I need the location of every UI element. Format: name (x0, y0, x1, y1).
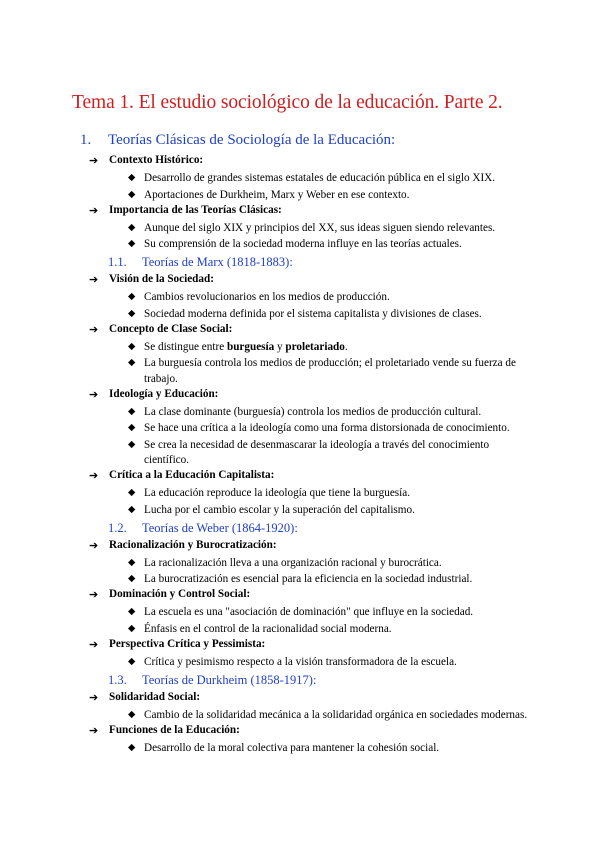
subsection-heading-weber: 1.2. Teorías de Weber (1864-1920): (108, 520, 298, 535)
list-item: ◆ La burocratización es esencial para la eficiencia en la sociedad industrial. (0, 572, 600, 589)
list-item: ◆ La burguesía controla los medios de producción; el proletariado vende su fuerza de trabajo. (128, 357, 516, 385)
arrow-icon: ➔ (89, 274, 99, 286)
list-item: ◆ La clase dominante (burguesía) controla los medios de producción cultural. (0, 404, 600, 421)
diamond-bullet-icon: ◆ (128, 222, 136, 233)
list-item: ◆ Cambios revolucionarios en los medios de producción. (0, 290, 600, 307)
diamond-bullet-icon: ◆ (128, 358, 136, 368)
diamond-bullet-icon: ◆ (128, 173, 136, 183)
document-body (0, 132, 600, 757)
topic-heading: ➔ Crítica a la Educación Capitalista: (89, 469, 275, 482)
diamond-bullet-icon: ◆ (128, 742, 136, 753)
list-item: ◆ Énfasis en el control de la racionalidad social moderna. (0, 621, 600, 638)
arrow-icon: ➔ (89, 539, 99, 552)
diamond-bullet-icon: ◆ (128, 656, 136, 667)
diamond-bullet-icon: ◆ (128, 607, 136, 617)
topic-heading: ➔ Concepto de Clase Social: (89, 322, 233, 336)
list-item: ◆ Sociedad moderna definida por el sistema capitalista y divisiones de clases. (0, 306, 600, 323)
list-item: ◆ La racionalización lleva a una organización racional y burocrática. (0, 555, 600, 572)
topic-heading: ➔ Dominación y Control Social: (89, 588, 251, 601)
topic-heading: ➔ Contexto Histórico: (89, 154, 204, 167)
diamond-bullet-icon: ◆ (128, 423, 136, 433)
diamond-bullet-icon: ◆ (128, 709, 136, 720)
subsection-heading-durkheim: 1.3. Teorías de Durkheim (1858-1917): (108, 672, 317, 687)
diamond-bullet-icon: ◆ (128, 504, 136, 515)
topic-heading: ➔ Racionalización y Burocratización: (89, 538, 277, 552)
arrow-icon: ➔ (89, 638, 99, 651)
list-item: ◆ Aunque del siglo XIX y principios del XX, sus ideas siguen siendo relevantes. (0, 220, 600, 237)
list-item: ◆ Se crea la necesidad de desenmascarar la ideología a través del conocimiento científico. (128, 438, 490, 466)
diamond-bullet-icon: ◆ (128, 189, 136, 200)
section-heading: 1. Teorías Clásicas de Sociología de la Educación: (80, 132, 396, 148)
list-item: ◆ Lucha por el cambio escolar y la superación del capitalismo. (0, 502, 600, 519)
subsection-heading-marx: 1.1. Teorías de Marx (1818-1883): (108, 255, 293, 269)
page-title: Tema 1. El estudio sociológico de la educación. Parte 2. (72, 92, 503, 113)
list-item: ◆ Crítica y pesimismo respecto a la visión transformadora de la escuela. (0, 654, 600, 671)
arrow-icon: ➔ (89, 388, 99, 401)
topic-heading: ➔ Solidaridad Social: (89, 690, 201, 704)
topic-heading: ➔ Importancia de las Teorías Clásicas: (89, 203, 282, 217)
list-item: ◆ Se distingue entre burguesía y proletariado. (0, 339, 600, 356)
diamond-bullet-icon: ◆ (128, 623, 136, 634)
topic-heading: ➔ Visión de la Sociedad: (89, 273, 214, 286)
arrow-icon: ➔ (89, 204, 99, 217)
list-item: ◆ Se hace una crítica a la ideología como una forma distorsionada de conocimiento. (0, 421, 600, 438)
list-item: ◆ Aportaciones de Durkheim, Marx y Weber en ese contexto. (0, 187, 600, 204)
diamond-bullet-icon: ◆ (128, 574, 136, 584)
diamond-bullet-icon: ◆ (128, 341, 136, 352)
diamond-bullet-icon: ◆ (128, 488, 136, 498)
arrow-icon: ➔ (89, 155, 99, 167)
diamond-bullet-icon: ◆ (128, 308, 136, 319)
list-item: ◆ Desarrollo de grandes sistemas estatales de educación pública en el siglo XIX. (0, 171, 600, 188)
diamond-bullet-icon: ◆ (128, 557, 136, 568)
list-item: ◆ Desarrollo de la moral colectiva para mantener la cohesión social. (0, 740, 600, 757)
diamond-bullet-icon: ◆ (128, 292, 136, 302)
diamond-bullet-icon: ◆ (128, 439, 136, 450)
diamond-bullet-icon: ◆ (128, 239, 136, 249)
arrow-icon: ➔ (89, 589, 99, 601)
topic-heading: ➔ Funciones de la Educación: (89, 723, 240, 737)
list-item: ◆ La escuela es una "asociación de dominación" que influye en la sociedad. (0, 605, 600, 622)
list-item: ◆ Su comprensión de la sociedad moderna influye en las teorías actuales. (0, 237, 600, 254)
diamond-bullet-icon: ◆ (128, 406, 136, 417)
arrow-icon: ➔ (89, 323, 99, 336)
arrow-icon: ➔ (89, 470, 99, 482)
topic-heading: ➔ Perspectiva Crítica y Pessimista: (89, 637, 266, 651)
arrow-icon: ➔ (89, 724, 99, 737)
topic-heading: ➔ Ideología y Educación: (89, 387, 219, 401)
arrow-icon: ➔ (89, 691, 99, 704)
list-item: ◆ La educación reproduce la ideología que tiene la burguesía. (0, 486, 600, 503)
list-item: ◆ Cambio de la solidaridad mecánica a la solidaridad orgánica en sociedades modernas. (0, 707, 600, 724)
